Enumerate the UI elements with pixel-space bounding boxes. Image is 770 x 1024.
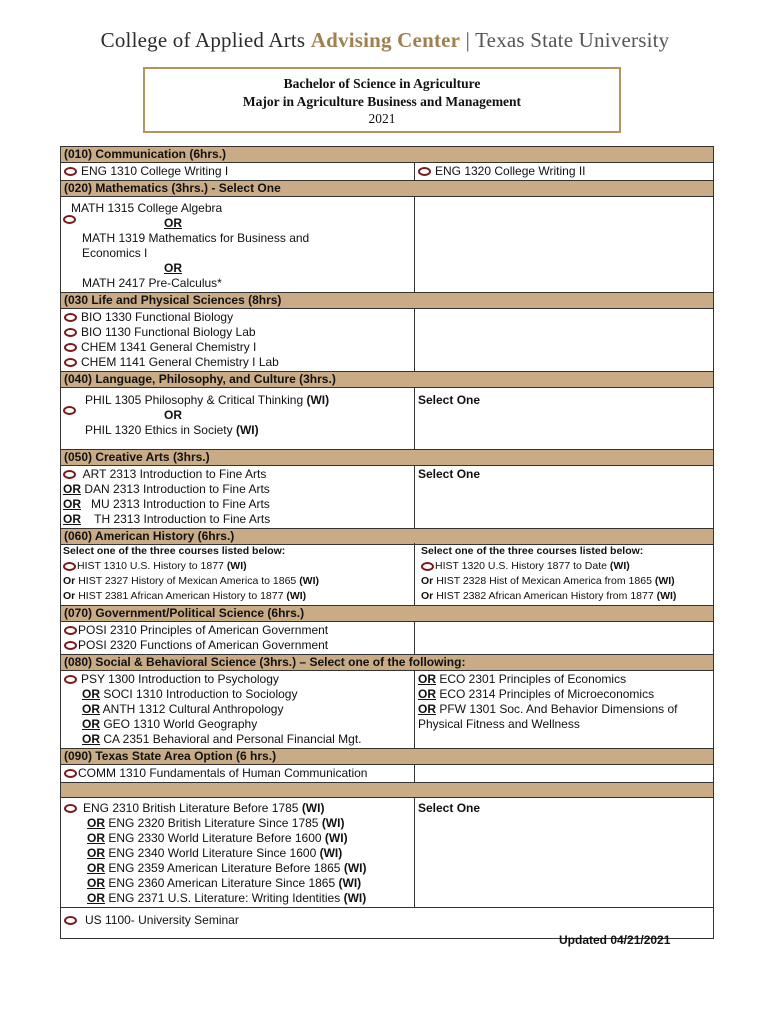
or-label: OR [164, 408, 182, 422]
or-label: OR [82, 717, 100, 731]
course-eng2371: ENG 2371 U.S. Literature: Writing Identities [108, 891, 341, 905]
or-label: OR [418, 702, 436, 716]
section-070-row [60, 622, 714, 655]
circle-checkbox-icon[interactable] [64, 641, 77, 650]
select-one-label: Select One [418, 467, 481, 481]
circle-checkbox-icon[interactable] [63, 406, 76, 415]
section-060-heading: (060) American History (6hrs.) [60, 529, 714, 545]
page-header [0, 28, 770, 53]
course-comm1310: COMM 1310 Fundamentals of Human Communication [78, 766, 368, 780]
or-label: Or [63, 575, 76, 587]
course-eng2360: ENG 2360 American Literature Since 1865 [108, 876, 336, 890]
or-label: OR [82, 687, 100, 701]
course-hist2327: HIST 2327 History of Mexican America to 1865 [78, 575, 297, 587]
or-label: OR [164, 261, 182, 275]
course-geo1310: GEO 1310 World Geography [103, 717, 258, 731]
course-math1319-cont: Economics I [82, 246, 148, 260]
circle-checkbox-icon[interactable] [64, 769, 77, 778]
or-label: OR [63, 482, 81, 496]
circle-checkbox-icon[interactable] [63, 215, 76, 224]
wi-tag: (WI) [324, 831, 348, 845]
section-010-row [60, 163, 714, 181]
wi-tag: (WI) [319, 846, 343, 860]
course-pfw1301-cont: Physical Fitness and Wellness [418, 717, 580, 731]
subheading-left: Select one of the three courses listed below: [63, 545, 286, 557]
subheading-right: Select one of the three courses listed below: [421, 545, 644, 557]
wi-tag: (WI) [306, 393, 330, 407]
course-eng2330: ENG 2330 World Literature Before 1600 [108, 831, 322, 845]
major-title: Major in Agriculture Business and Management [242, 93, 522, 109]
or-label: OR [87, 846, 105, 860]
wi-tag: (WI) [343, 861, 367, 875]
circle-checkbox-icon[interactable] [64, 328, 77, 337]
wi-tag: (WI) [235, 423, 259, 437]
section-blank-heading [60, 783, 714, 798]
or-label: OR [82, 732, 100, 746]
or-label: Or [421, 590, 434, 602]
course-dan2313: DAN 2313 Introduction to Fine Arts [84, 482, 270, 496]
course-art2313: ART 2313 Introduction to Fine Arts [82, 467, 267, 481]
or-label: Or [63, 590, 76, 602]
course-psy1300: PSY 1300 Introduction to Psychology [81, 672, 279, 686]
course-chem1141: CHEM 1141 General Chemistry I Lab [81, 355, 279, 369]
or-label: OR [87, 876, 105, 890]
section-020-row [60, 197, 714, 293]
select-one-label: Select One [418, 393, 481, 407]
course-ca2351: CA 2351 Behavioral and Personal Financial Mgt. [103, 732, 362, 746]
section-050-row [60, 466, 714, 529]
header-college: College of Applied Arts [100, 28, 306, 52]
course-eng1310: ENG 1310 College Writing I [81, 164, 229, 178]
course-eng2320: ENG 2320 British Literature Since 1785 [108, 816, 319, 830]
course-phil1320: PHIL 1320 Ethics in Society [85, 423, 233, 437]
course-pfw1301: PFW 1301 Soc. And Behavior Dimensions of [439, 702, 678, 716]
course-bio1130: BIO 1130 Functional Biology Lab [81, 325, 256, 339]
circle-checkbox-icon[interactable] [64, 358, 77, 367]
circle-checkbox-icon[interactable] [418, 167, 431, 176]
or-label: OR [82, 702, 100, 716]
section-060-row [60, 543, 714, 606]
section-090-row [60, 765, 714, 783]
course-th2313: TH 2313 Introduction to Fine Arts [94, 512, 271, 526]
circle-checkbox-icon[interactable] [421, 562, 434, 571]
or-label: OR [87, 861, 105, 875]
header-advising: Advising Center [310, 28, 461, 52]
course-posi2310: POSI 2310 Principles of American Government [78, 623, 329, 637]
course-eng1320: ENG 1320 College Writing II [435, 164, 586, 178]
wi-tag: (WI) [286, 590, 307, 602]
circle-checkbox-icon[interactable] [64, 916, 77, 925]
degree-title-box [143, 67, 621, 133]
course-soci1310: SOCI 1310 Introduction to Sociology [103, 687, 298, 701]
wi-tag: (WI) [301, 801, 325, 815]
section-070-heading: (070) Government/Political Science (6hrs.) [60, 606, 714, 622]
or-label: OR [87, 816, 105, 830]
circle-checkbox-icon[interactable] [64, 313, 77, 322]
section-010-heading: (010) Communication (6hrs.) [60, 146, 714, 163]
course-posi2320: POSI 2320 Functions of American Government [78, 638, 329, 652]
or-label: OR [87, 891, 105, 905]
course-math1315: MATH 1315 College Algebra [71, 201, 223, 215]
wi-tag: (WI) [321, 816, 345, 830]
or-label: OR [87, 831, 105, 845]
course-hist1320: HIST 1320 U.S. History 1877 to Date [435, 560, 607, 572]
literature-row [60, 798, 714, 908]
section-040-heading: (040) Language, Philosophy, and Culture (3hrs.) [60, 372, 714, 388]
course-hist2381: HIST 2381 African American History to 1877 [78, 590, 284, 602]
or-label: OR [63, 497, 81, 511]
circle-checkbox-icon[interactable] [64, 626, 77, 635]
section-050-heading: (050) Creative Arts (3hrs.) [60, 450, 714, 466]
or-label: OR [418, 672, 436, 686]
course-eco2314: ECO 2314 Principles of Microeconomics [439, 687, 655, 701]
wi-tag: (WI) [656, 590, 677, 602]
course-math1319: MATH 1319 Mathematics for Business and [82, 231, 310, 245]
section-040-row [60, 388, 714, 450]
circle-checkbox-icon[interactable] [64, 804, 77, 813]
section-020-heading: (020) Mathematics (3hrs.) - Select One [60, 181, 714, 197]
course-hist2328: HIST 2328 Hist of Mexican America from 1865 [436, 575, 652, 587]
section-080-row [60, 671, 714, 749]
select-one-label: Select One [418, 801, 481, 815]
course-anth1312: ANTH 1312 Cultural Anthropology [102, 702, 284, 716]
wi-tag: (WI) [609, 560, 630, 572]
circle-checkbox-icon[interactable] [64, 343, 77, 352]
or-label: OR [164, 216, 182, 230]
section-090-heading: (090) Texas State Area Option (6 hrs.) [60, 749, 714, 765]
course-mu2313: MU 2313 Introduction to Fine Arts [91, 497, 270, 511]
wi-tag: (WI) [343, 891, 367, 905]
course-eng2359: ENG 2359 American Literature Before 1865 [108, 861, 341, 875]
section-080-heading: (080) Social & Behavioral Science (3hrs.) – Select one of the following: [60, 655, 714, 671]
updated-date: Updated 04/21/2021 [559, 933, 671, 947]
section-030-row [60, 309, 714, 372]
header-university: | Texas State University [465, 28, 670, 52]
or-label: OR [63, 512, 81, 526]
course-bio1330: BIO 1330 Functional Biology [81, 310, 234, 324]
or-label: Or [421, 575, 434, 587]
course-eng2340: ENG 2340 World Literature Since 1600 [108, 846, 317, 860]
course-math2417: MATH 2417 Pre-Calculus* [82, 276, 222, 290]
course-eng2310: ENG 2310 British Literature Before 1785 [83, 801, 299, 815]
circle-checkbox-icon[interactable] [64, 675, 77, 684]
wi-tag: (WI) [654, 575, 675, 587]
degree-plan-table [60, 146, 714, 939]
or-label: OR [418, 687, 436, 701]
circle-checkbox-icon[interactable] [63, 470, 76, 479]
course-hist1310: HIST 1310 U.S. History to 1877 [77, 560, 224, 572]
course-phil1305: PHIL 1305 Philosophy & Critical Thinking [85, 393, 304, 407]
catalog-year: 2021 [368, 111, 396, 126]
course-chem1341: CHEM 1341 General Chemistry I [81, 340, 257, 354]
section-030-heading: (030 Life and Physical Sciences (8hrs) [60, 293, 714, 309]
wi-tag: (WI) [299, 575, 320, 587]
course-hist2382: HIST 2382 African American History from 1877 [436, 590, 654, 602]
circle-checkbox-icon[interactable] [63, 562, 76, 571]
course-eco2301: ECO 2301 Principles of Economics [439, 672, 627, 686]
course-us1100: US 1100- University Seminar [85, 913, 239, 927]
wi-tag: (WI) [338, 876, 362, 890]
circle-checkbox-icon[interactable] [64, 167, 77, 176]
wi-tag: (WI) [226, 560, 247, 572]
degree-title: Bachelor of Science in Agriculture [283, 76, 481, 91]
